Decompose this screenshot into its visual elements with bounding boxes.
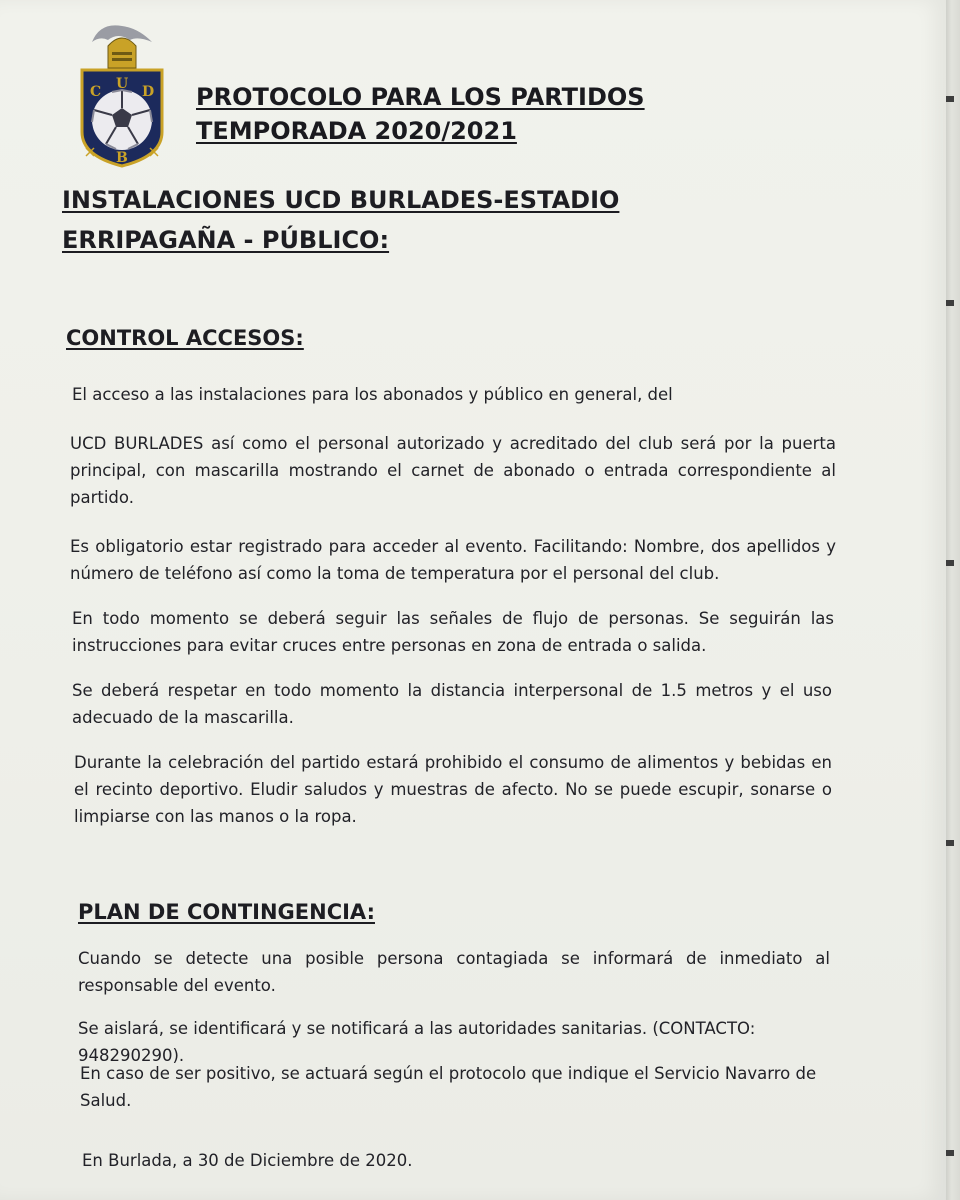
paragraph-registration: Es obligatorio estar registrado para acceder al evento. Facilitando: Nombre, dos apellidos y número de teléfono así como la toma de temperatura por el personal del club.	[70, 537, 836, 583]
paragraph-contagion-detected: Cuando se detecte una posible persona contagiada se informará de inmediato al responsable del evento.	[78, 949, 830, 995]
paragraph-flow-signals: En todo momento se deberá seguir las señales de flujo de personas. Se seguirán las instrucciones para evitar cruces entre personas en zona de entrada o salida.	[72, 609, 834, 655]
section-heading-plan-contingencia: PLAN DE CONTINGENCIA:	[78, 900, 375, 924]
paragraph-prohibitions: Durante la celebración del partido estará prohibido el consumo de alimentos y bebidas en el recinto deportivo. Eludir saludos y muestras de afecto. No se puede escupir, sonarse o limpiarse con las manos o la ropa.	[74, 753, 832, 826]
page-edge	[946, 0, 960, 1200]
club-crest-icon	[78, 20, 166, 170]
paragraph-distance: Se deberá respetar en todo momento la distancia interpersonal de 1.5 metros y el uso adecuado de la mascarilla.	[72, 681, 832, 727]
crest-letter-d: D	[142, 84, 155, 100]
crest-letter-u: U	[116, 76, 129, 92]
crest-letter-c: C	[90, 84, 102, 100]
section-heading-control-accesos: CONTROL ACCESOS:	[66, 326, 304, 350]
paragraph-positive-case: En caso de ser positivo, se actuará según el protocolo que indique el Servicio Navarro de Salud.	[80, 1064, 817, 1110]
sign-off-date: En Burlada, a 30 de Diciembre de 2020.	[82, 1151, 413, 1170]
page-title: PROTOCOLO PARA LOS PARTIDOS TEMPORADA 2020/2021	[196, 83, 645, 145]
paragraph-access-intro: El acceso a las instalaciones para los abonados y público en general, del	[72, 385, 673, 404]
paragraph-access-entrance: UCD BURLADES así como el personal autorizado y acreditado del club será por la puerta principal, con mascarilla mostrando el carnet de abonado o entrada correspondiente al partido.	[70, 434, 836, 507]
crest-letter-b: B	[116, 150, 128, 166]
paragraph-isolation-contact: Se aislará, se identificará y se notificará a las autoridades sanitarias. (CONTACTO: 948290290).	[78, 1019, 756, 1065]
facility-heading: INSTALACIONES UCD BURLADES-ESTADIO ERRIPAGAÑA - PÚBLICO:	[62, 186, 620, 254]
